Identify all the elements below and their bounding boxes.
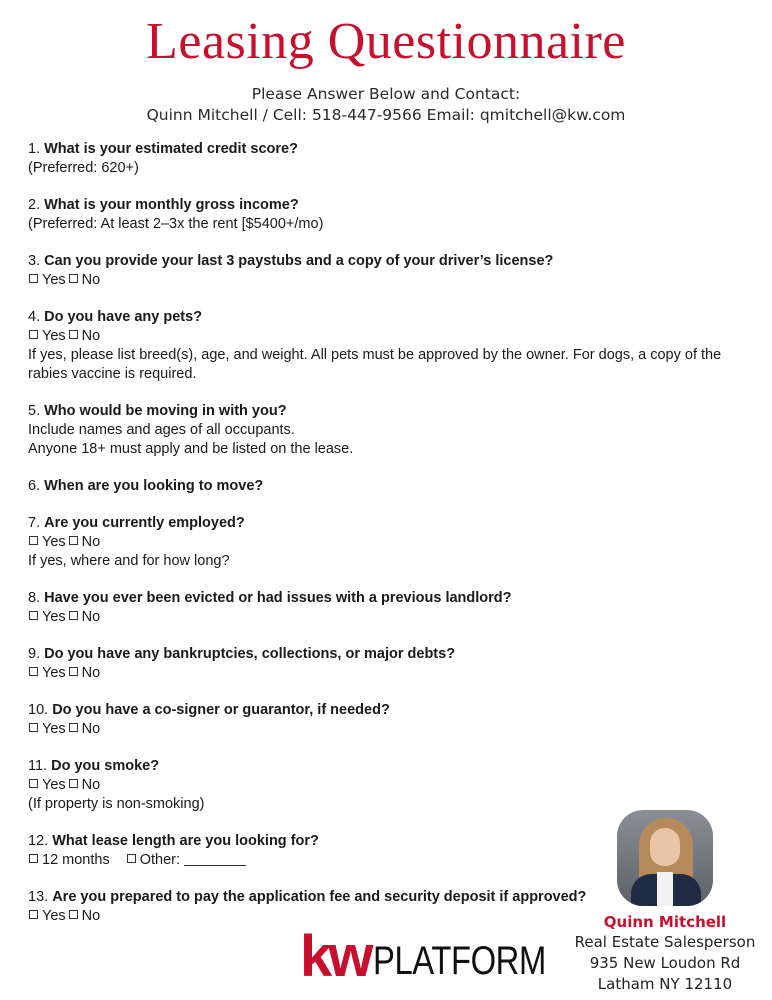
question-number: 10. bbox=[28, 702, 49, 718]
checkbox-no[interactable] bbox=[69, 611, 78, 620]
question-number: 8. bbox=[28, 590, 41, 606]
question-3 bbox=[28, 252, 748, 290]
checkbox-yes[interactable] bbox=[29, 667, 38, 676]
question-note: (Preferred: At least 2–3x the rent [$5400+/mo) bbox=[28, 216, 324, 232]
checkbox-yes[interactable] bbox=[29, 779, 38, 788]
contact-block bbox=[0, 84, 772, 126]
question-title bbox=[28, 402, 748, 421]
checkbox-yes[interactable] bbox=[29, 274, 38, 283]
question-text: Do you have any bankruptcies, collections, or major debts? bbox=[44, 646, 456, 662]
checkbox-label: Yes bbox=[42, 609, 66, 625]
question-11 bbox=[28, 757, 748, 814]
answer-options bbox=[28, 533, 748, 552]
agent-role: Real Estate Salesperson bbox=[574, 933, 756, 951]
question-note: (Preferred: 620+) bbox=[28, 160, 139, 176]
question-number: 5. bbox=[28, 403, 41, 419]
agent-address-line2: Latham NY 12110 bbox=[597, 975, 733, 993]
question-title bbox=[28, 196, 748, 215]
question-5 bbox=[28, 402, 748, 459]
question-text: What is your monthly gross income? bbox=[44, 197, 299, 213]
checkbox-no[interactable] bbox=[69, 723, 78, 732]
question-title bbox=[28, 308, 748, 327]
agent-photo bbox=[617, 810, 713, 906]
question-number: 4. bbox=[28, 309, 41, 325]
checkbox-label: No bbox=[81, 908, 101, 924]
checkbox-label: No bbox=[81, 665, 101, 681]
question-text: Are you currently employed? bbox=[44, 515, 245, 531]
question-note: Include names and ages of all occupants. bbox=[28, 422, 295, 438]
question-text: Who would be moving in with you? bbox=[44, 403, 287, 419]
answer-options bbox=[28, 664, 748, 683]
question-text: Have you ever been evicted or had issues with a previous landlord? bbox=[44, 590, 512, 606]
question-number: 6. bbox=[28, 478, 41, 494]
answer-options bbox=[28, 608, 748, 627]
question-title bbox=[28, 701, 748, 720]
question-number: 13. bbox=[28, 889, 49, 905]
checkbox-label: Yes bbox=[42, 908, 66, 924]
kw-platform-logo bbox=[300, 924, 584, 989]
question-note: rabies vaccine is required. bbox=[28, 366, 197, 382]
question-number: 1. bbox=[28, 141, 41, 157]
question-title bbox=[28, 757, 748, 776]
question-text: Are you prepared to pay the application fee and security deposit if approved? bbox=[52, 889, 587, 905]
contact-details: Quinn Mitchell / Cell: 518-447-9566 Email: qmitchell@kw.com bbox=[146, 106, 626, 124]
checkbox-label: No bbox=[81, 609, 101, 625]
question-text: Do you smoke? bbox=[51, 758, 160, 774]
question-9 bbox=[28, 645, 748, 683]
question-text: Can you provide your last 3 paystubs and a copy of your driver’s license? bbox=[44, 253, 554, 269]
page-title: Leasing Questionnaire bbox=[146, 13, 626, 70]
checkbox-label: No bbox=[81, 777, 101, 793]
question-text: What lease length are you looking for? bbox=[52, 833, 319, 849]
question-text: Do you have any pets? bbox=[44, 309, 203, 325]
checkbox-no[interactable] bbox=[69, 274, 78, 283]
question-text: When are you looking to move? bbox=[44, 478, 264, 494]
answer-options bbox=[28, 720, 748, 739]
checkbox-label: Yes bbox=[42, 777, 66, 793]
checkbox-label: Yes bbox=[42, 534, 66, 550]
question-number: 9. bbox=[28, 646, 41, 662]
question-title bbox=[28, 589, 748, 608]
checkbox-label: No bbox=[81, 534, 101, 550]
answer-options bbox=[28, 776, 748, 795]
checkbox-label: Yes bbox=[42, 328, 66, 344]
checkbox-label: Other: bbox=[139, 852, 181, 868]
question-title bbox=[28, 514, 748, 533]
checkbox-yes[interactable] bbox=[29, 536, 38, 545]
question-number: 3. bbox=[28, 253, 41, 269]
checkbox-yes[interactable] bbox=[29, 723, 38, 732]
kw-logo-mark: kw bbox=[300, 924, 370, 989]
checkbox-label: Yes bbox=[42, 272, 66, 288]
answer-options bbox=[28, 327, 748, 346]
agent-name: Quinn Mitchell bbox=[603, 913, 727, 931]
checkbox-no[interactable] bbox=[69, 910, 78, 919]
checkbox-12-months[interactable] bbox=[29, 854, 38, 863]
checkbox-no[interactable] bbox=[69, 779, 78, 788]
checkbox-other[interactable] bbox=[127, 854, 136, 863]
platform-logo-text: PLATFORM bbox=[373, 939, 547, 983]
checkbox-label: No bbox=[81, 721, 101, 737]
checkbox-label: Yes bbox=[42, 665, 66, 681]
question-number: 2. bbox=[28, 197, 41, 213]
question-number: 12. bbox=[28, 833, 49, 849]
question-note: Anyone 18+ must apply and be listed on the lease. bbox=[28, 441, 354, 457]
question-2 bbox=[28, 196, 748, 234]
question-title bbox=[28, 645, 748, 664]
answer-options bbox=[28, 271, 748, 290]
checkbox-no[interactable] bbox=[69, 667, 78, 676]
question-text: Do you have a co-signer or guarantor, if needed? bbox=[52, 702, 390, 718]
question-10 bbox=[28, 701, 748, 739]
checkbox-yes[interactable] bbox=[29, 910, 38, 919]
checkbox-label: Yes bbox=[42, 721, 66, 737]
checkbox-yes[interactable] bbox=[29, 611, 38, 620]
question-title bbox=[28, 252, 748, 271]
other-blank-field[interactable] bbox=[184, 853, 246, 866]
question-number: 7. bbox=[28, 515, 41, 531]
checkbox-label: 12 months bbox=[42, 852, 110, 868]
checkbox-no[interactable] bbox=[69, 536, 78, 545]
question-title bbox=[28, 477, 748, 496]
question-note: If yes, please list breed(s), age, and weight. All pets must be approved by the owner. For dogs, a copy of the bbox=[28, 347, 722, 363]
agent-card bbox=[560, 810, 770, 995]
question-number: 11. bbox=[28, 758, 48, 774]
checkbox-no[interactable] bbox=[69, 330, 78, 339]
question-note: (If property is non-smoking) bbox=[28, 796, 205, 812]
question-note: If yes, where and for how long? bbox=[28, 553, 230, 569]
checkbox-label: No bbox=[81, 272, 101, 288]
question-7 bbox=[28, 514, 748, 571]
contact-instruction: Please Answer Below and Contact: bbox=[251, 85, 521, 103]
question-title bbox=[28, 140, 748, 159]
checkbox-yes[interactable] bbox=[29, 330, 38, 339]
question-1 bbox=[28, 140, 748, 178]
question-text: What is your estimated credit score? bbox=[44, 141, 298, 157]
agent-address-line1: 935 New Loudon Rd bbox=[589, 954, 741, 972]
question-4 bbox=[28, 308, 748, 384]
checkbox-label: No bbox=[81, 328, 101, 344]
question-8 bbox=[28, 589, 748, 627]
question-6 bbox=[28, 477, 748, 496]
